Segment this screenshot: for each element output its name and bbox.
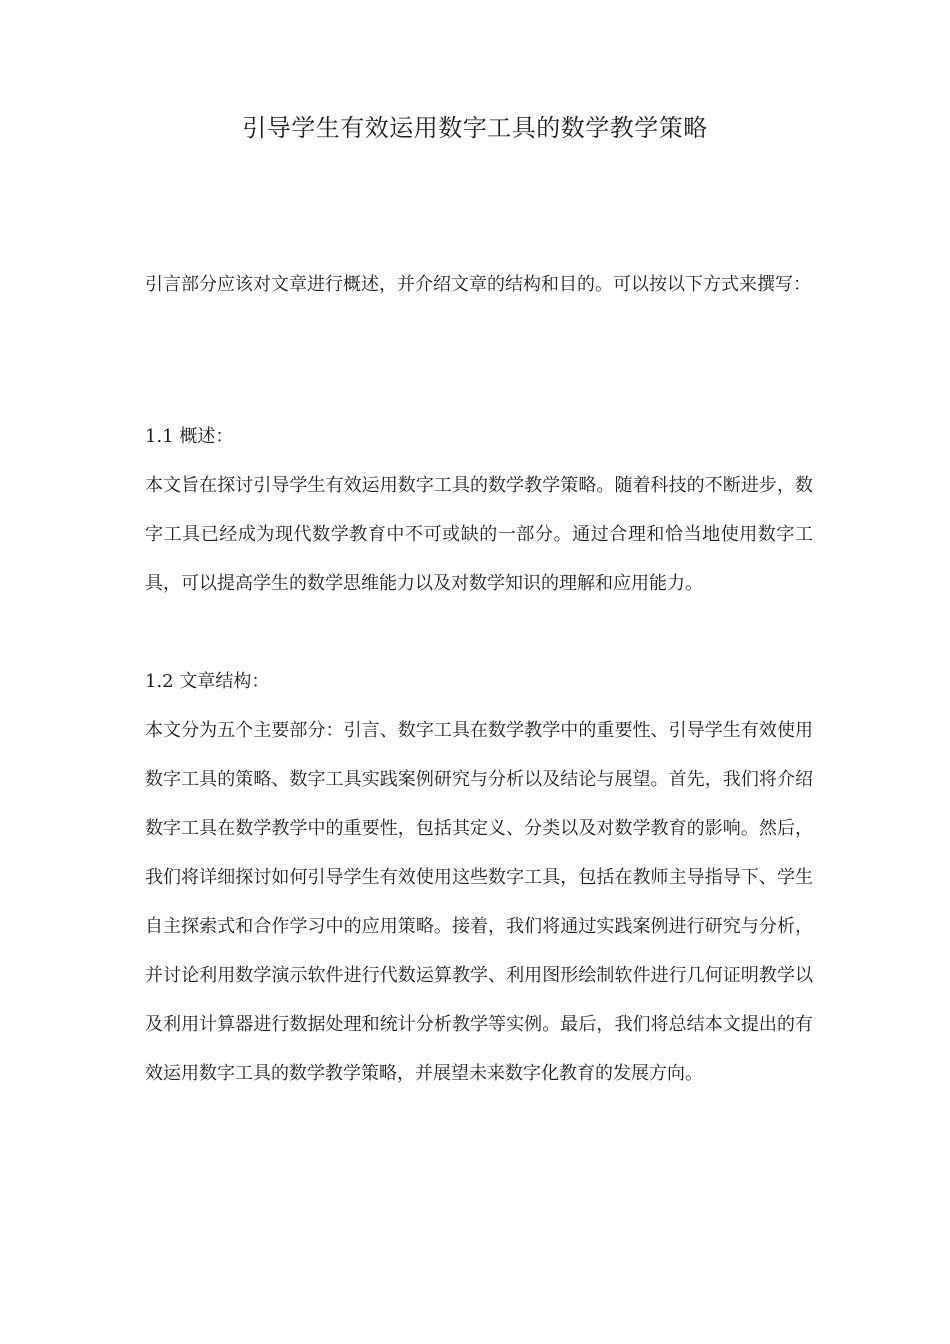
intro-paragraph: 引言部分应该对文章进行概述，并介绍文章的结构和目的。可以按以下方式来撰写： (145, 274, 811, 295)
section-heading-structure: 1.2 文章结构： (145, 671, 270, 692)
document-title: 引导学生有效运用数字工具的数学教学策略 (242, 114, 708, 142)
section-body-overview: 本文旨在探讨引导学生有效运用数字工具的数学教学策略。随着科技的不断进步，数字工具已经成为现代数学教育中不可或缺的一部分。通过合理和恰当地使用数字工具，可以提高学生的数学思维能力以及对数学知识的理解和应用能力。 (145, 475, 813, 594)
section-body-structure: 本文分为五个主要部分：引言、数字工具在数学教学中的重要性、引导学生有效使用数字工具的策略、数字工具实践案例研究与分析以及结论与展望。首先，我们将介绍数字工具在数学教学中的重要性，包括其定义、分类以及对数学教育的影响。然后，我们将详细探讨如何引导学生有效使用这些数字工具，包括在教师主导指导下、学生自主探索式和合作学习中的应用策略。接着，我们将通过实践案例进行研究与分析，并讨论利用数学演示软件进行代数运算教学、利用图形绘制软件进行几何证明教学以及利用计算器进行数据处理和统计分析教学等实例。最后，我们将总结本文提出的有效运用数字工具的数学教学策略，并展望未来数字化教育的发展方向。 (145, 720, 813, 1084)
section-heading-overview: 1.1 概述： (145, 426, 234, 447)
